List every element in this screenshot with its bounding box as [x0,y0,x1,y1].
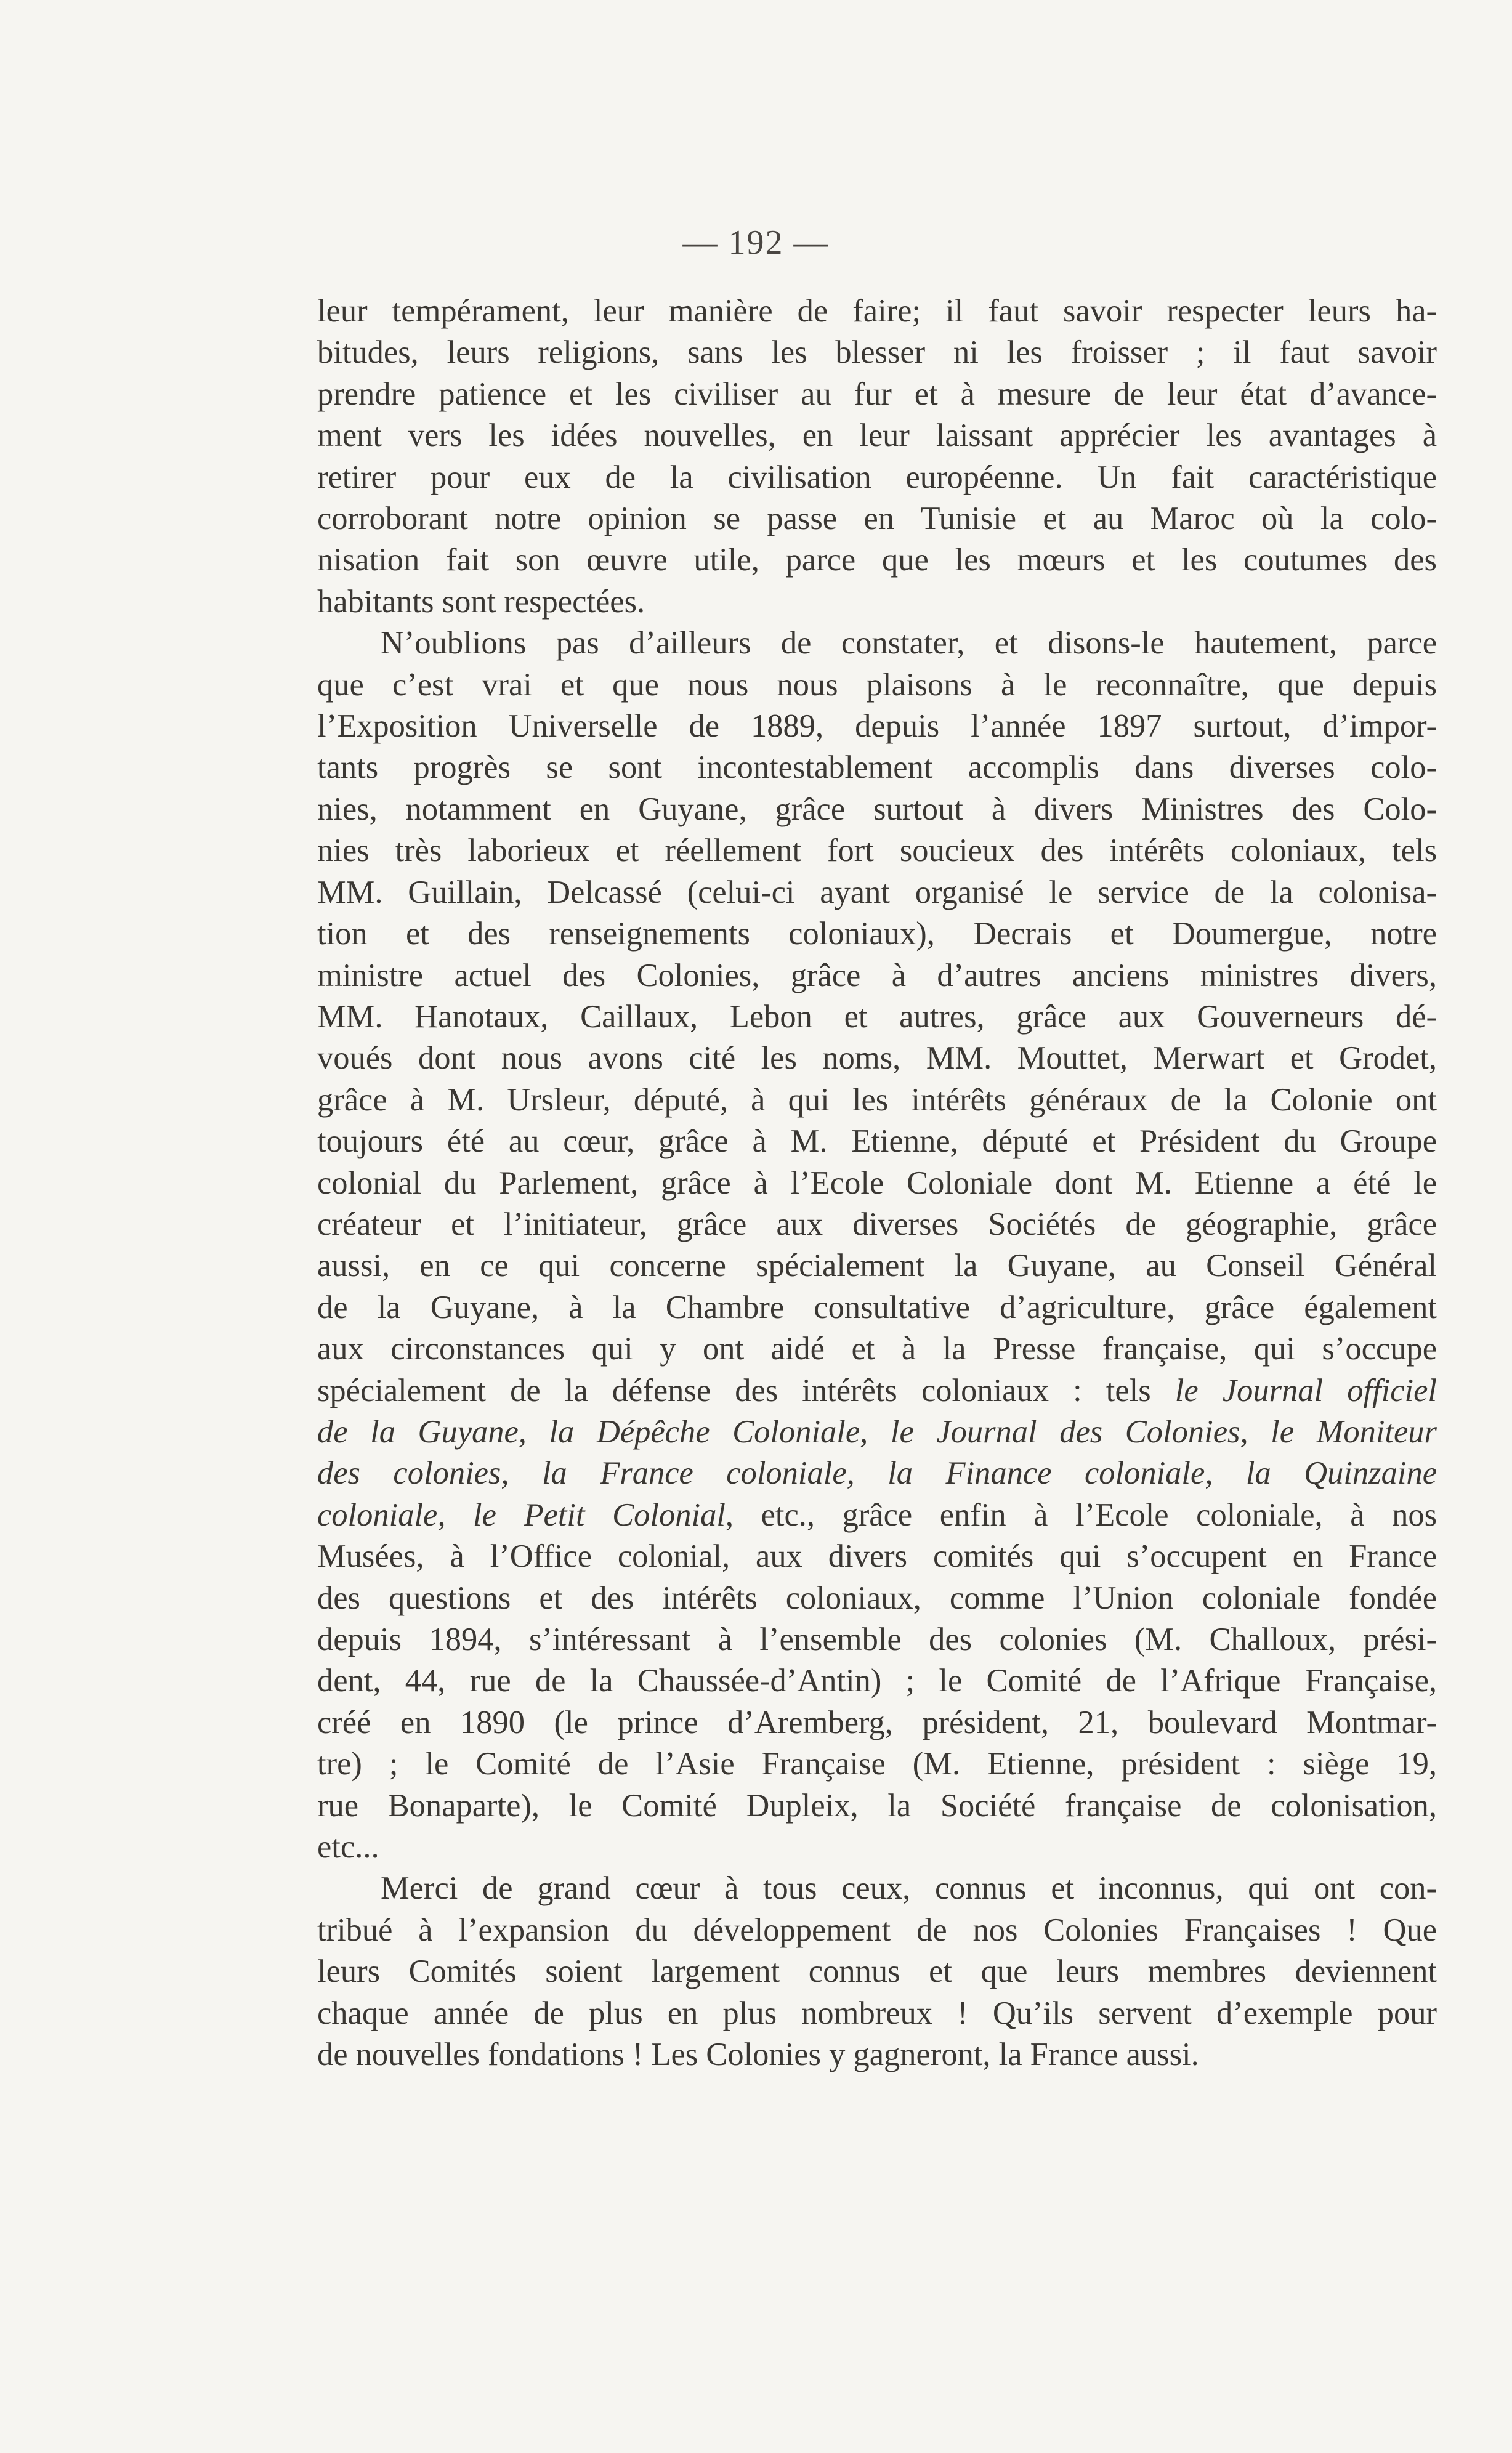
text-line [317,955,1437,996]
text-run: créateur et l’initiateur, grâce aux diverses Sociétés de géographie, grâce [317,1206,1437,1242]
text-line [317,1287,1437,1328]
text-run: N’oublions pas d’ailleurs de constater, et disons-le hautement, parce [381,625,1437,661]
text-line [317,1744,1437,1785]
text-run: depuis 1894, s’intéressant à l’ensemble des colonies (M. Challoux, prési- [317,1622,1437,1657]
text-line [317,1080,1437,1121]
text-run: ment vers les idées nouvelles, en leur laissant apprécier les avantages à [317,418,1437,454]
text-run: des questions et des intérêts coloniaux, comme l’Union coloniale fondée [317,1580,1437,1616]
text-run: Merci de grand cœur à tous ceux, connus et inconnus, qui ont con- [381,1870,1437,1907]
paragraph [317,1868,1437,2075]
text-line [317,872,1437,913]
italic-text: de la Guyane, la Dépêche Coloniale, le Journal des Colonies, le Moniteur [317,1413,1437,1450]
text-line [317,1204,1437,1245]
text-line [317,1993,1437,2034]
text-run: tribué à l’expansion du développement de nos Colonies Françaises ! Que [317,1912,1437,1948]
body-text [317,291,1437,2075]
text-line [317,623,1437,664]
text-run: nies très laborieux et réellement fort soucieux des intérêts coloniaux, tels [317,833,1437,869]
text-run: , etc., grâce enfin à l’Ecole coloniale, à nos [725,1497,1437,1533]
text-run: tants progrès se sont incontestablement accomplis dans diverses colo- [317,750,1437,786]
text-line [317,1328,1437,1370]
text-run: leur tempérament, leur manière de faire; il faut savoir respecter leurs ha- [317,293,1437,329]
text-run: tion et des renseignements coloniaux), Decrais et Doumergue, notre [317,916,1437,952]
text-line [317,1868,1437,1909]
text-line [317,2034,1437,2075]
text-line [317,457,1437,498]
page-number: — 192 — [682,224,830,262]
text-run: tre) ; le Comité de l’Asie Française (M. Etienne, président : siège 19, [317,1746,1437,1782]
text-run: toujours été au cœur, grâce à M. Etienne, député et Président du Groupe [317,1123,1437,1160]
text-line [317,1827,1437,1868]
text-run: créé en 1890 (le prince d’Aremberg, président, 21, boulevard Montmar- [317,1704,1437,1740]
text-run: corroborant notre opinion se passe en Tunisie et au Maroc où la colo- [317,501,1437,537]
text-run: voués dont nous avons cité les noms, MM. Mouttet, Merwart et Grodet, [317,1040,1437,1077]
text-line [317,1453,1437,1494]
text-line [317,1951,1437,1992]
text-run: ministre actuel des Colonies, grâce à d’autres anciens ministres divers, [317,957,1437,993]
text-line [317,1038,1437,1079]
text-run: colonial du Parlement, grâce à l’Ecole Coloniale dont M. Etienne a été le [317,1165,1437,1201]
text-run: de la Guyane, à la Chambre consultative d’agriculture, grâce également [317,1289,1437,1325]
text-run: leurs Comités soient largement connus et que leurs membres deviennent [317,1954,1437,1990]
text-run: etc... [317,1829,379,1865]
paragraph [317,291,1437,623]
text-line [317,581,1437,623]
text-run: prendre patience et les civiliser au fur et à mesure de leur état d’avance- [317,376,1437,412]
text-line [317,1536,1437,1577]
text-line [317,1495,1437,1536]
text-line [317,665,1437,706]
text-run: Musées, à l’Office colonial, aux divers comités qui s’occupent en France [317,1538,1437,1575]
text-run: dent, 44, rue de la Chaussée-d’Antin) ; le Comité de l’Afrique Française, [317,1663,1437,1699]
text-run: bitudes, leurs religions, sans les blesser ni les froisser ; il faut savoir [317,334,1437,371]
text-run: rue Bonaparte), le Comité Dupleix, la Société française de colonisation, [317,1787,1437,1824]
text-run: l’Exposition Universelle de 1889, depuis l’année 1897 surtout, d’impor- [317,708,1437,745]
text-run: MM. Guillain, Delcassé (celui-ci ayant organisé le service de la colonisa- [317,874,1437,910]
text-run: nies, notamment en Guyane, grâce surtout à divers Ministres des Colo- [317,791,1437,827]
text-run: chaque année de plus en plus nombreux ! Qu’ils servent d’exemple pour [317,1995,1437,2031]
text-line [317,415,1437,456]
italic-text: le Journal officiel [1174,1372,1437,1408]
text-line [317,1121,1437,1162]
text-line [317,539,1437,581]
text-line [317,706,1437,747]
text-line [317,291,1437,332]
text-run: nisation fait son œuvre utile, parce que les mœurs et les coutumes des [317,542,1437,578]
paragraph [317,623,1437,1868]
text-line [317,1619,1437,1660]
text-line [317,747,1437,788]
text-line [317,996,1437,1038]
text-line [317,374,1437,415]
text-line [317,1412,1437,1453]
text-line [317,498,1437,539]
text-run: aussi, en ce qui concerne spécialement la Guyane, au Conseil Général [317,1248,1437,1284]
text-run: de nouvelles fondations ! Les Colonies y gagneront, la France aussi. [317,2037,1199,2073]
text-line [317,1370,1437,1412]
italic-text: des colonies, la France coloniale, la Finance coloniale, la Quinzaine [317,1455,1437,1492]
text-run: retirer pour eux de la civilisation européenne. Un fait caractéristique [317,459,1437,495]
text-line [317,1785,1437,1827]
text-line [317,1163,1437,1204]
text-line [317,1702,1437,1744]
text-line [317,913,1437,955]
text-line [317,1245,1437,1287]
text-line [317,1910,1437,1951]
text-line [317,1578,1437,1619]
text-run: spécialement de la défense des intérêts coloniaux : tels [317,1372,1175,1408]
text-run: habitants sont respectées. [317,583,645,620]
text-line [317,332,1437,373]
text-line [317,1660,1437,1702]
text-run: MM. Hanotaux, Caillaux, Lebon et autres, grâce aux Gouverneurs dé- [317,998,1437,1035]
italic-text: coloniale, le Petit Colonial [317,1497,726,1533]
text-run: grâce à M. Ursleur, député, à qui les intérêts généraux de la Colonie ont [317,1081,1437,1118]
text-line [317,830,1437,871]
text-run: aux circonstances qui y ont aidé et à la Presse française, qui s’occupe [317,1331,1437,1367]
text-run: que c’est vrai et que nous nous plaisons à le reconnaître, que depuis [317,666,1437,703]
text-line [317,789,1437,830]
